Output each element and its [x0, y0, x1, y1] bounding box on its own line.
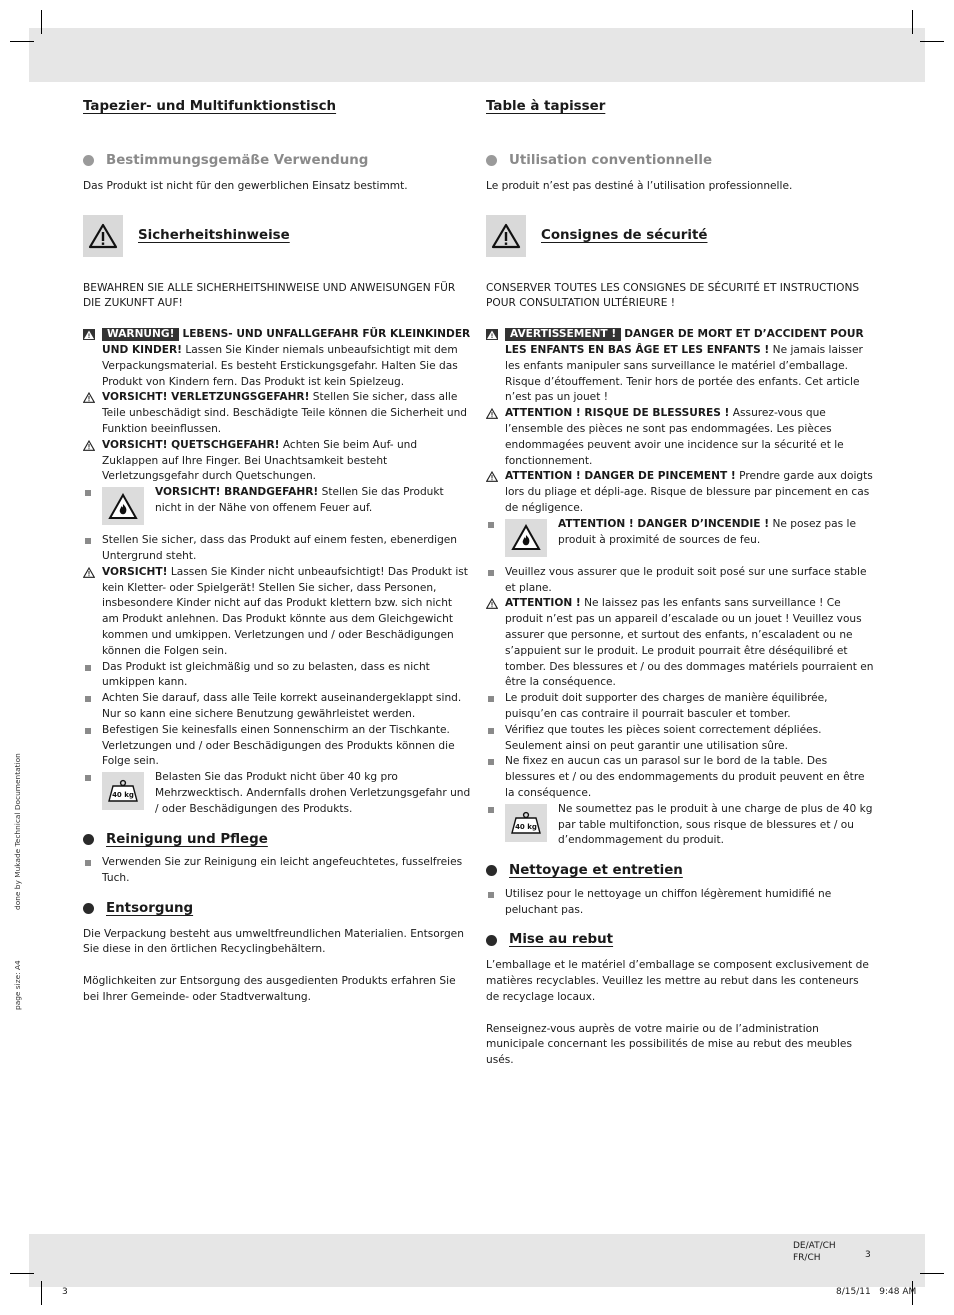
- page-title: Tapezier- und Multifunktionstisch: [83, 99, 337, 114]
- warning-triangle-icon: [486, 329, 498, 340]
- bullet-item: 40 kg Ne soumettez pas le produit à une charge de plus de 40 kg par table multifonction, sous risque de blessures et / ou d’endommagement du produit.: [486, 802, 874, 849]
- safety-heading: Sicherheitshinweise: [83, 213, 471, 259]
- crop-mark: [920, 1273, 944, 1274]
- fire-hazard-icon: [102, 487, 144, 525]
- intended-use-text: Das Produkt ist nicht für den gewerblichen Einsatz bestimmt.: [83, 179, 408, 192]
- bullet-item: Stellen Sie sicher, dass das Produkt auf einem festen, ebenerdigen Untergrund steht.: [83, 533, 471, 565]
- header-band: [29, 28, 925, 82]
- section-heading: Nettoyage et entretien: [486, 863, 874, 879]
- bullet-dot-icon: [486, 155, 497, 166]
- bullet-square-icon: [488, 570, 494, 576]
- warning-item: VORSICHT! VERLETZUNGSGEFAHR! Stellen Sie sicher, dass alle Teile unbeschädigt sind. Beschädigte Teile können die Sicherheit und Funktion beeinflussen.: [83, 390, 471, 437]
- warning-triangle-icon: [83, 392, 95, 403]
- page-number: 3: [865, 1250, 871, 1260]
- page-title: Table à tapisser: [486, 99, 606, 114]
- safety-heading: Consignes de sécurité: [486, 213, 874, 259]
- bullet-square-icon: [85, 490, 91, 496]
- disposal-text: Möglichkeiten zur Entsorgung des ausgedienten Produkts erfahren Sie bei Ihrer Gemeinde- oder Stadtverwaltung.: [83, 975, 456, 1004]
- weight-limit-icon: [102, 772, 144, 810]
- bullet-square-icon: [85, 775, 91, 781]
- bullet-dot-icon: [83, 155, 94, 166]
- warning-item: VORSICHT! QUETSCHGEFAHR! Achten Sie beim Auf- und Zuklappen auf Ihre Finger. Bei Unachtsamkeit besteht Verletzungsgefahr durch Quetschungen.: [83, 438, 471, 485]
- crop-mark: [41, 1281, 42, 1305]
- bullet-square-icon: [488, 807, 494, 813]
- section-heading: Utilisation conventionnelle: [486, 153, 874, 169]
- warning-triangle-icon: [83, 329, 95, 340]
- warning-triangle-icon: [486, 471, 498, 482]
- warning-item: VORSICHT! Lassen Sie Kinder nicht unbeaufsichtigt! Das Produkt ist kein Kletter- oder Spielgerät! Stellen Sie sicher, dass Personen, insbesondere Kinder nicht auf das Produkt klettern bzw. sich nicht am Produkt anlehnen. Das Produkt könnte aus dem Gleichgewicht kommen und umkippen. Verletzungen und / oder Beschädigungen können die Folgen sein.: [83, 565, 471, 660]
- keep-notice: CONSERVER TOUTES LES CONSIGNES DE SÉCURITÉ ET INSTRUCTIONS POUR CONSULTATION ULTÉRIEURE !: [486, 281, 860, 310]
- intended-use-text: Le produit n’est pas destiné à l’utilisation professionnelle.: [486, 179, 793, 192]
- bullet-item: Le produit doit supporter des charges de manière équilibrée, puisqu’en cas contraire il pourrait basculer et tomber.: [486, 691, 874, 723]
- warning-triangle-icon: [83, 567, 95, 578]
- side-page-size: page size: A4: [13, 960, 22, 1010]
- warning-item: VORSICHT! BRANDGEFAHR! Stellen Sie das Produkt nicht in der Nähe von offenem Feuer auf.: [83, 485, 471, 525]
- section-heading: Mise au rebut: [486, 932, 874, 948]
- disposal-text: L’emballage et le matériel d’emballage se composent exclusivement de matières recyclables. Veuillez les mettre au rebut dans les conteneurs de recyclage locaux.: [486, 959, 869, 1003]
- warning-item: WARNUNG! LEBENS- UND UNFALLGEFAHR FÜR KLEINKINDER UND KINDER! Lassen Sie Kinder niemals unbeaufsichtigt mit dem Verpackungsmaterial. Es besteht Erstickungsgefahr. Halten Sie das Produkt von Kindern fern. Das Produkt ist kein Spielzeug.: [83, 327, 471, 390]
- bullet-item: Verwenden Sie zur Reinigung ein leicht angefeuchtetes, fusselfreies Tuch.: [83, 855, 471, 887]
- bullet-square-icon: [488, 759, 494, 765]
- footer-band: [29, 1234, 925, 1287]
- bullet-square-icon: [488, 522, 494, 528]
- disposal-text: Die Verpackung besteht aus umweltfreundlichen Materialien. Entsorgen Sie diese in den örtlichen Recyclingbehältern.: [83, 927, 464, 956]
- warning-triangle-icon: [83, 215, 123, 257]
- warning-triangle-icon: [486, 408, 498, 419]
- french-column: [486, 96, 874, 1069]
- print-page-number: 3: [62, 1287, 68, 1297]
- bullet-square-icon: [85, 665, 91, 671]
- crop-mark: [10, 1273, 34, 1274]
- fire-hazard-icon: [505, 519, 547, 557]
- bullet-item: Das Produkt ist gleichmäßig und so zu belasten, dass es nicht umkippen kann.: [83, 660, 471, 692]
- bullet-dot-icon: [486, 865, 497, 876]
- section-heading: Bestimmungsgemäße Verwendung: [83, 153, 471, 169]
- bullet-square-icon: [85, 728, 91, 734]
- section-heading: Entsorgung: [83, 901, 471, 917]
- warning-item: ATTENTION ! Ne laissez pas les enfants sans surveillance ! Ce produit n’est pas un appareil d’escalade ou un jouet ! Veuillez vous assurer que personne, et surtout des enfants, n’escaladent ou ne s’appuient sur le produit. Le produit pourrait être déséquilibré et tomber. Des blessures et / ou des dommages matériels pourraient en être la conséquence.: [486, 596, 874, 691]
- bullet-square-icon: [85, 538, 91, 544]
- country-codes: DE/AT/CH FR/CH: [793, 1241, 836, 1263]
- print-timestamp: 8/15/11 9:48 AM: [836, 1287, 917, 1297]
- disposal-text: Renseignez-vous auprès de votre mairie ou de l’administration municipale concernant les possibilités de mise au rebut des meubles usés.: [486, 1022, 852, 1067]
- bullet-dot-icon: [486, 935, 497, 946]
- bullet-square-icon: [488, 728, 494, 734]
- bullet-item: Vérifiez que toutes les pièces soient correctement dépliées. Seulement ainsi on peut garantir une utilisation sûre.: [486, 723, 874, 755]
- svg-text:40 kg: 40 kg: [112, 791, 134, 800]
- crop-mark: [10, 41, 34, 42]
- bullet-square-icon: [85, 860, 91, 866]
- crop-mark: [920, 41, 944, 42]
- german-column: [83, 96, 471, 1006]
- bullet-square-icon: [488, 696, 494, 702]
- svg-text:40 kg: 40 kg: [515, 822, 537, 831]
- crop-mark: [41, 10, 42, 34]
- section-heading: Reinigung und Pflege: [83, 832, 471, 848]
- bullet-item: Utilisez pour le nettoyage un chiffon légèrement humidifié ne peluchant pas.: [486, 887, 874, 919]
- bullet-item: Veuillez vous assurer que le produit soit posé sur une surface stable et plane.: [486, 565, 874, 597]
- warning-triangle-icon: [486, 598, 498, 609]
- bullet-dot-icon: [83, 903, 94, 914]
- warning-item: ATTENTION ! RISQUE DE BLESSURES ! Assurez-vous que l’ensemble des pièces ne sont pas endommagées. Les pièces endommagées peuvent avoir une incidence sur la sécurité et le fonctionnement.: [486, 406, 874, 469]
- warning-item: ATTENTION ! DANGER DE PINCEMENT ! Prendre garde aux doigts lors du pliage et dépli-age. Risque de blessure par pincement en cas de négligence.: [486, 469, 874, 516]
- keep-notice: BEWAHREN SIE ALLE SICHERHEITSHINWEISE UND ANWEISUNGEN FÜR DIE ZUKUNFT AUF!: [83, 281, 456, 310]
- crop-mark: [912, 10, 913, 34]
- bullet-dot-icon: [83, 834, 94, 845]
- warning-item: AVERTISSEMENT ! DANGER DE MORT ET D’ACCIDENT POUR LES ENFANTS EN BAS ÂGE ET LES ENFANTS ! Ne jamais laisser les enfants manipuler sans surveillance le matériel d’emballage. Risque d’étouffement. Tenir hors de portée des enfants. Cet article n’est pas un jouet !: [486, 327, 874, 406]
- warning-triangle-icon: [83, 440, 95, 451]
- bullet-item: Ne fixez en aucun cas un parasol sur le bord de la table. Des blessures et / ou des endommagements du produit peuvent en être la conséquence.: [486, 754, 874, 801]
- warning-triangle-icon: [486, 215, 526, 257]
- bullet-item: Achten Sie darauf, dass alle Teile korrekt auseinandergeklappt sind. Nur so kann eine sichere Benutzung gewährleistet werden.: [83, 691, 471, 723]
- warning-item: ATTENTION ! DANGER D’INCENDIE ! Ne posez pas le produit à proximité de sources de feu.: [486, 517, 874, 557]
- bullet-item: Befestigen Sie keinesfalls einen Sonnenschirm an der Tischkante. Verletzungen und / oder Beschädigungen des Produkts können die Folge sein.: [83, 723, 471, 770]
- bullet-square-icon: [85, 696, 91, 702]
- bullet-square-icon: [488, 892, 494, 898]
- side-credit: done by Mukade Technical Documentation: [13, 753, 22, 910]
- weight-limit-icon: [505, 804, 547, 842]
- bullet-item: 40 kg Belasten Sie das Produkt nicht über 40 kg pro Mehrzwecktisch. Andernfalls drohen Verletzungsgefahr und / oder Beschädigungen des Produkts.: [83, 770, 471, 817]
